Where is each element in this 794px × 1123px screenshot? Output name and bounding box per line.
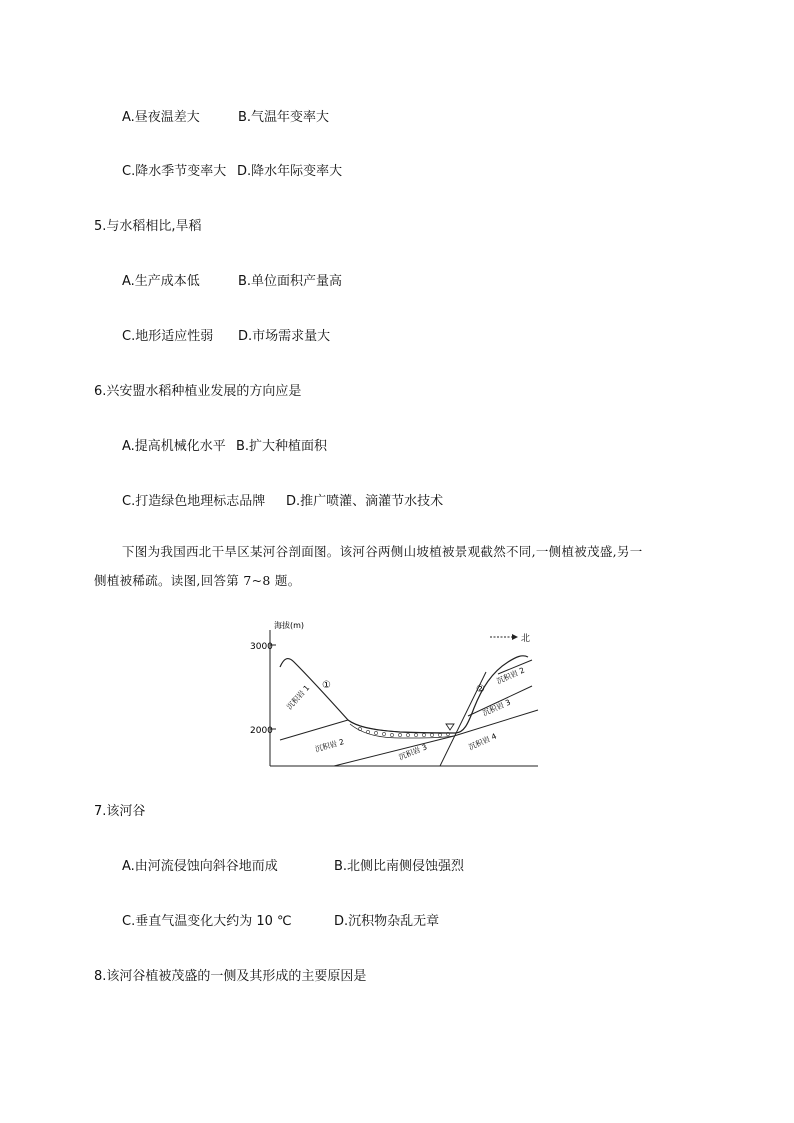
q7-option-c: C.垂直气温变化大约为 10 ℃ <box>122 914 292 929</box>
q4-option-b: B.气温年变率大 <box>238 110 330 125</box>
q4-option-d: D.降水年际变率大 <box>237 164 343 179</box>
stratum-line-left-upper <box>280 720 348 740</box>
tick-label-2000: 2000 <box>250 726 273 736</box>
north-arrow-head <box>512 634 518 640</box>
q5-stem: 5.与水稻相比,旱稻 <box>94 219 202 234</box>
q6-option-d: D.推广喷灌、滴灌节水技术 <box>286 494 444 509</box>
intro-line-1: 下图为我国西北干旱区某河谷剖面图。该河谷两侧山坡植被景观截然不同,一侧植被茂盛,另一 <box>122 544 643 559</box>
q7-option-a: A.由河流侵蚀向斜谷地而成 <box>122 859 278 874</box>
label-rock-2-right: 沉积岩 2 <box>495 665 526 686</box>
q6-option-a: A.提高机械化水平 <box>122 439 226 454</box>
label-rock-4: 沉积岩 4 <box>467 731 498 752</box>
label-rock-3-center: 沉积岩 3 <box>397 742 429 762</box>
q7-option-b: B.北侧比南侧侵蚀强烈 <box>334 859 465 874</box>
label-rock-2-left: 沉积岩 2 <box>314 737 346 754</box>
tick-label-3000: 3000 <box>250 642 273 652</box>
y-axis-label: 海拔(m) <box>274 621 305 630</box>
stratum-line-right-lower <box>454 710 538 736</box>
label-mark-2: ② <box>476 684 485 695</box>
q5-option-a: A.生产成本低 <box>122 274 200 289</box>
q5-option-b: B.单位面积产量高 <box>238 274 343 289</box>
q8-stem: 8.该河谷植被茂盛的一侧及其形成的主要原因是 <box>94 969 367 984</box>
north-label: 北 <box>521 634 531 644</box>
q5-option-d: D.市场需求量大 <box>238 329 331 344</box>
q4-option-c: C.降水季节变率大 <box>122 164 227 179</box>
terrain-surface <box>280 656 528 733</box>
q7-option-d: D.沉积物杂乱无章 <box>334 914 440 929</box>
intro-line-2: 侧植被稀疏。读图,回答第 7~8 题。 <box>94 573 301 588</box>
stratum-line-left-lower <box>334 736 454 766</box>
q6-option-b: B.扩大种植面积 <box>236 439 328 454</box>
valley-cross-section-figure <box>250 612 550 772</box>
q7-stem: 7.该河谷 <box>94 804 146 819</box>
label-rock-1: 沉积岩 1 <box>284 683 312 712</box>
q5-option-c: C.地形适应性弱 <box>122 329 214 344</box>
q4-option-a: A.昼夜温差大 <box>122 110 200 125</box>
q6-option-c: C.打造绿色地理标志品牌 <box>122 494 266 509</box>
water-level-icon <box>446 724 454 730</box>
label-rock-3-right: 沉积岩 3 <box>481 697 512 718</box>
sediment-top <box>348 720 455 733</box>
q6-stem: 6.兴安盟水稻种植业发展的方向应是 <box>94 384 302 399</box>
label-mark-1: ① <box>322 680 331 691</box>
